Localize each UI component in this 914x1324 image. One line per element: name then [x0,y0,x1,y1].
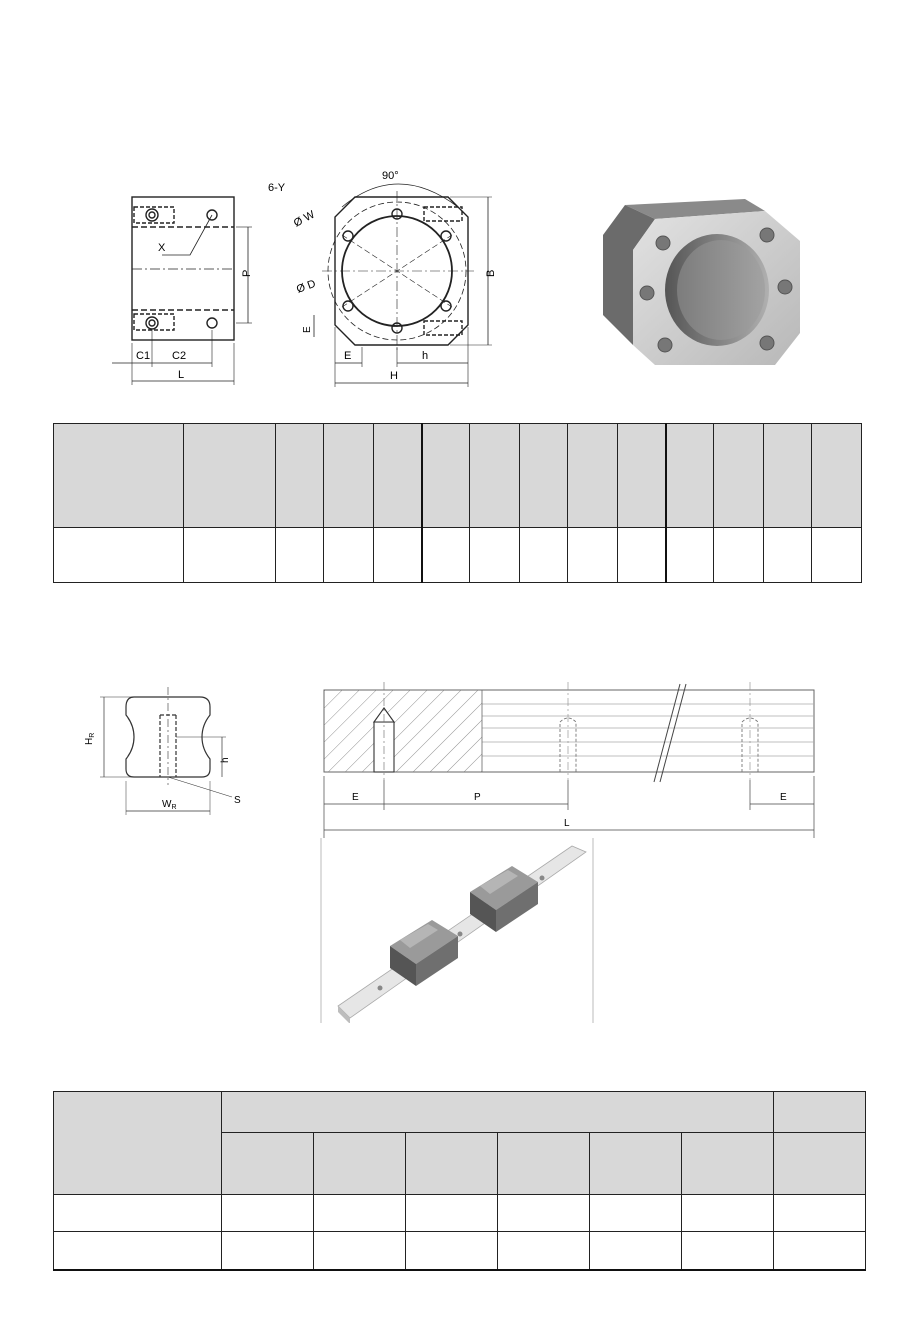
label-s: S [234,795,241,806]
table-header-row [54,424,862,528]
table-cell [314,1232,406,1270]
header-cell [764,424,812,528]
label-length: L [564,818,570,829]
table-cell [498,1232,590,1270]
header-cell [666,424,714,528]
table-row [54,528,862,583]
housing-front-view [262,165,507,400]
header-cell [774,1092,866,1133]
table-cell [682,1195,774,1232]
rail-profile-view [82,685,257,820]
table-row [54,1195,866,1232]
label-holes: 6-Y [268,182,286,194]
header-cell [618,424,666,528]
label-p: P [241,269,253,277]
header-cell [590,1133,682,1195]
linear-guide-3d-render [320,838,595,1023]
label-hr: $H_R$ [84,732,96,745]
table-cell [470,528,520,583]
guide-rail [338,846,586,1018]
table-cell [222,1195,314,1232]
table-cell [774,1195,866,1232]
housing-spec-table [53,423,862,583]
header-cell [568,424,618,528]
label-rail-h: h [220,757,231,763]
header-cell [324,424,374,528]
section-hatch [324,690,482,772]
header-cell [470,424,520,528]
table-cell [54,528,184,583]
header-cell [714,424,764,528]
table-cell [764,528,812,583]
housing-side-view [100,185,260,400]
header-cell [54,1092,222,1195]
header-cell [682,1133,774,1195]
header-cell [314,1133,406,1195]
label-wr: $W_R$ [162,799,177,811]
table-cell [590,1232,682,1270]
table-cell [314,1195,406,1232]
table-cell [618,528,666,583]
header-cell [276,424,324,528]
header-cell [422,424,470,528]
table-cell [276,528,324,583]
table-cell [324,528,374,583]
label-c2: C2 [172,350,187,362]
header-cell [374,424,422,528]
table-cell [406,1232,498,1270]
label-e-vertical: E [302,326,313,333]
table-cell [222,1232,314,1270]
table-cell [568,528,618,583]
label-h: h [422,350,429,362]
table-cell [184,528,276,583]
label-e-right: E [780,792,787,803]
label-e-horizontal: E [344,350,352,362]
label-x: X [158,242,166,254]
label-bore: Ø D [294,277,318,296]
table-cell [406,1195,498,1232]
table-cell [498,1195,590,1232]
label-H: H [390,370,398,382]
header-cell [406,1133,498,1195]
table-cell [666,528,714,583]
table-cell [682,1232,774,1270]
header-cell [184,424,276,528]
header-cell [774,1133,866,1195]
label-b: B [485,269,497,277]
table-row [54,1232,866,1270]
housing-3d-render [595,195,810,370]
table-cell [520,528,568,583]
rail-spec-table [53,1091,866,1271]
table-cell [774,1232,866,1270]
rail-long-view [318,680,823,840]
header-cell [812,424,862,528]
label-pitch: P [474,792,481,803]
table-cell [54,1195,222,1232]
label-c1: C1 [136,350,151,362]
header-cell [498,1133,590,1195]
table-cell [374,528,422,583]
label-angle: 90° [382,170,399,182]
header-cell [520,424,568,528]
table-cell [714,528,764,583]
header-cell [54,424,184,528]
table-cell [422,528,470,583]
header-cell [222,1133,314,1195]
table-cell [54,1232,222,1270]
label-e-left: E [352,792,359,803]
label-l: L [178,369,185,381]
table-cell [812,528,862,583]
table-cell [590,1195,682,1232]
label-pitch-circle: Ø W [291,208,317,230]
header-cell [222,1092,774,1133]
table-header-row [54,1092,866,1133]
